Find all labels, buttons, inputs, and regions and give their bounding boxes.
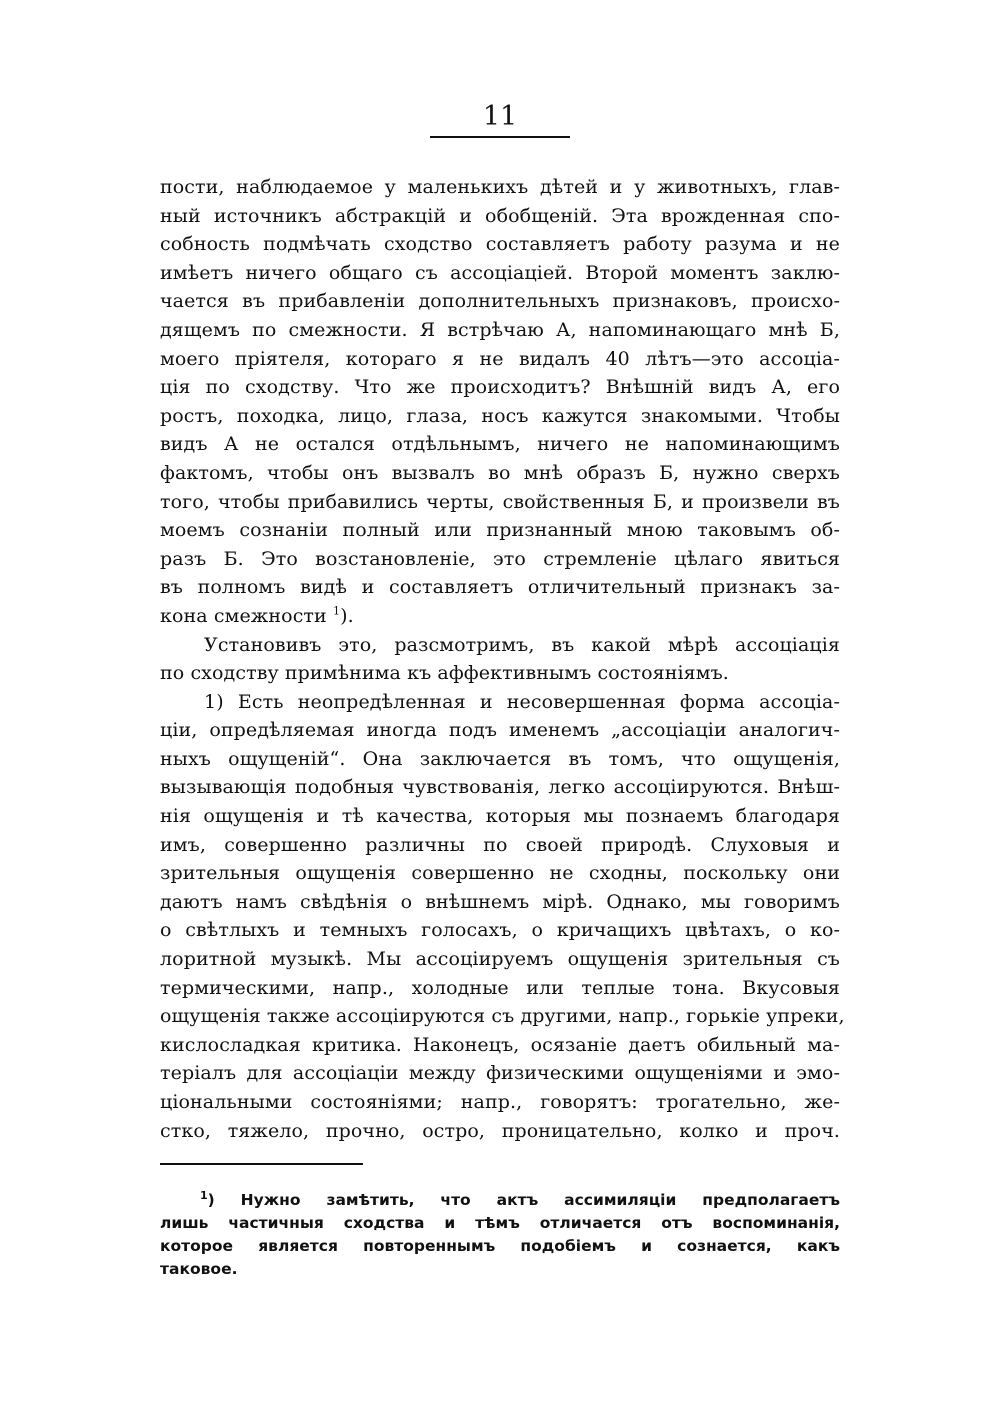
text-line: имѣетъ ничего общаго съ ассоціаціей. Второй моментъ заклю- bbox=[160, 261, 840, 284]
text-line: пости, наблюдаемое у маленькихъ дѣтей и у животныхъ, глав- bbox=[160, 176, 840, 198]
text-line: моемъ сознаніи полный или признанный мною таковымъ об- bbox=[160, 519, 840, 542]
text-line: моего пріятеля, котораго я не видалъ 40 лѣтъ—это ассоціа- bbox=[160, 347, 840, 370]
text-line: ціональными состояніями; напр., говорятъ: трогательно, же- bbox=[160, 1091, 840, 1113]
text-line: кислосладкая критика. Наконецъ, осязаніе даетъ обильный ма- bbox=[160, 1033, 840, 1056]
text-line: въ полномъ видѣ и составляетъ отличительный признакъ за- bbox=[160, 576, 840, 599]
footnote-line bbox=[160, 1189, 840, 1212]
text-line: ростъ, походка, лицо, глаза, носъ кажутся знакомыми. Чтобы bbox=[160, 404, 840, 427]
text-line: термическими, напр., холодные или теплые тона. Вкусовыя bbox=[160, 976, 840, 999]
text-line: зрительныя ощущенія совершенно не сходны, поскольку они bbox=[160, 862, 840, 885]
text-line: видъ А не остался отдѣльнымъ, ничего не напоминающимъ bbox=[160, 433, 840, 456]
text-line-with-footnote-ref bbox=[160, 602, 840, 631]
text-line: собность подмѣчать сходство составляетъ работу разума и не bbox=[160, 233, 840, 256]
text-line: лоритной музыкѣ. Мы ассоціируемъ ощущенія зрительныя съ bbox=[160, 948, 840, 971]
page-number: 11 bbox=[482, 101, 518, 132]
text-line: вызывающія подобныя чувствованія, легко ассоціируются. Внѣш- bbox=[160, 776, 840, 799]
footnote-reference: 1 bbox=[332, 604, 341, 618]
text-line: о свѣтлыхъ и темныхъ голосахъ, о кричащихъ цвѣтахъ, о ко- bbox=[160, 919, 840, 942]
paragraph-start-line: Установивъ это, разсмотримъ, въ какой мѣрѣ ассоціація bbox=[204, 633, 840, 656]
footnote-reference-closing: ). bbox=[340, 604, 354, 627]
text-line: дящемъ по смежности. Я встрѣчаю А, напоминающаго мнѣ Б, bbox=[160, 318, 840, 341]
paragraph-start-line: 1) Есть неопредѣленная и несовершенная форма ассоціа- bbox=[204, 690, 840, 713]
text-line: чается въ прибавленіи дополнительныхъ признаковъ, происхо- bbox=[160, 290, 840, 313]
footnote-separator bbox=[160, 1163, 363, 1165]
text-line: нія ощущенія и тѣ качества, которыя мы познаемъ благодаря bbox=[160, 805, 840, 828]
footnote-line-content: ) Нужно замѣтить, что актъ ассимиляціи предполагаетъ bbox=[207, 1191, 840, 1209]
footnote-line: лишь частичныя сходства и тѣмъ отличается отъ воспоминанія, bbox=[160, 1214, 840, 1232]
body-text bbox=[160, 173, 845, 1145]
text-line: даютъ намъ свѣдѣнія о внѣшнемъ мірѣ. Однако, мы говоримъ bbox=[160, 890, 840, 913]
text-line: фактомъ, чтобы онъ вызвалъ во мнѣ образъ Б, нужно сверхъ bbox=[160, 461, 840, 484]
text-line: ный источникъ абстракцій и обобщеній. Эта врожденная спо- bbox=[160, 204, 840, 227]
footnote-line: которое является повтореннымъ подобіемъ и сознается, какъ bbox=[160, 1237, 840, 1255]
text-line: ціи, опредѣляемая иногда подъ именемъ „ассоціаціи аналогич- bbox=[160, 719, 840, 742]
footnote bbox=[160, 1189, 840, 1281]
text-line: того, чтобы прибавились черты, свойственныя Б, и произвели въ bbox=[160, 490, 840, 513]
text-line: по сходству примѣнима къ аффективнымъ состояніямъ. bbox=[160, 662, 729, 685]
text-line: ныхъ ощущеній“. Она заключается въ томъ, что ощущенія, bbox=[160, 747, 840, 770]
text-line: имъ, совершенно различны по своей природѣ. Слуховыя и bbox=[160, 833, 840, 856]
text-line: разъ Б. Это возстановленіе, это стремленіе цѣлаго явиться bbox=[160, 547, 840, 570]
text-line: ощущенія также ассоціируются съ другими, напр., горькіе упреки, bbox=[160, 1005, 845, 1028]
text-line: теріалъ для ассоціаціи между физическими ощущеніями и эмо- bbox=[160, 1062, 840, 1085]
footnote-marker: 1 bbox=[200, 1188, 208, 1202]
text-line: ція по сходству. Что же происходитъ? Внѣшній видъ А, его bbox=[160, 376, 840, 399]
text-line-content: кона смежности bbox=[160, 604, 327, 627]
footnote-line: таковое. bbox=[160, 1260, 238, 1278]
text-line: стко, тяжело, прочно, остро, проницательно, колко и проч. bbox=[160, 1119, 840, 1142]
page-number-rule bbox=[430, 136, 570, 138]
